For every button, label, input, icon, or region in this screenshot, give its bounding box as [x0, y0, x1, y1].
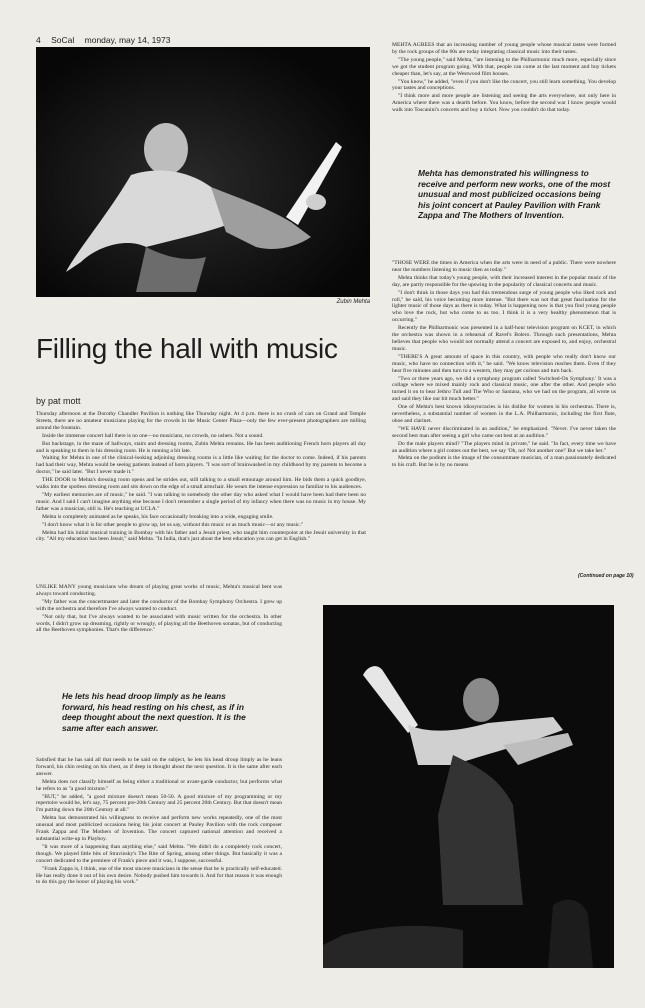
paragraph: "My father was the concertmaster and later the conductor of the Bombay Symphony Orchestra. I grew up with the orchestra and therefore I've always wanted to conduct. — [36, 598, 282, 612]
paragraph: "I don't know what it is for other people to grow up, let us say, without this music or as much music—or any music." — [42, 521, 304, 528]
left-column-bottom — [36, 757, 282, 1001]
continued-note: (Continued on page 10) — [578, 573, 634, 579]
paragraph: "You know," he added, "even if you don't like the concert, you still learn something. You develop your tastes and conceptions. — [392, 78, 616, 92]
paragraph: "WE HAVE never discriminated in an audition," he emphasized. "Never. I've never taken the second best man after seeing a girl who came out best at an audition." — [392, 425, 616, 439]
left-column-top — [36, 411, 366, 583]
paragraph: "I don't think in those days you had this tremendous surge of young people who liked rock and roll," he said, his voice becoming more intense. "But there was not that great fascination for the lighter music of those days as there is today. What is happening now is that you find young people who love the rock, but who come to us too. I think it is a very healthy phenomenon that is occurring." — [392, 289, 616, 324]
section-name: SoCal — [51, 35, 75, 45]
paragraph: Waiting for Mehta in one of the clinical-looking adjoining dressing rooms is a little like waiting for the doctor to come. Indeed, if his parents had had their way, Mehta would be seeing patients instead of horn players. "I was sort of brainwashed in my childhood by my parents to become a doctor," he said later. "But I never made it." — [36, 455, 366, 476]
paragraph: UNLIKE MANY young musicians who dream of playing great works of music, Mehta's musical bent was always toward conducting. — [36, 584, 282, 597]
issue-date: monday, may 14, 1973 — [84, 35, 171, 45]
paragraph: "My earliest memories are of music," he said. "I was talking to somebody the other day who asked what I would have been had there been no music. And I said I can't imagine anything else because I don't remember a single period of my infancy when there was no music in my house. My father was a musician, still is. He's teaching at UCLA." — [36, 491, 366, 512]
paragraph: MEHTA AGREES that an increasing number of young people whose musical tastes were formed by the rock groups of the 60s are today integrating classical music into their tastes. — [392, 42, 616, 55]
paragraph: "It was more of a happening than anything else," said Mehta. "We didn't do a completely rock concert, though. We played little bits of Stravinsky's The Rite of Spring, among other things. But basically it was a concert dedicated to the premiere of Frank's piece and it was, I suppose, successful. — [36, 843, 282, 864]
conductor-silhouette-bottom — [323, 605, 614, 968]
paragraph: Inside the immense concert hall there is no one—no musicians, no crowds, no ushers. Not a sound. — [42, 432, 264, 439]
paragraph: "Not only that, but I've always wanted to be associated with music written for the orchestra. In other words, I didn't grow up dreaming, rightly or wrongly, of playing all the Beethoven sonatas, but of conducting all the Beethoven symphonies. That's the difference." — [36, 613, 282, 634]
paragraph: Mehta has demonstrated his willingness to receive and perform new works repeatedly, one of the most unusual and most publicized occasions being his joint concert at Pauley Pavilion with the rock composer Frank Zappa and The Mothers of Invention. The concert captured national attention and received a substantial write-up in Playboy. — [36, 815, 282, 842]
paragraph: "BUT," he added, "a good mixture doesn't mean 50-50. A good mixture of my programming or my repertoire would be, let's say, 75 percent pre-20th Century and 25 percent 20th Century. But that doesn't mean I'm putting down the 20th Century at all." — [36, 793, 282, 814]
byline: by pat mott — [36, 396, 81, 406]
pullquote-right: Mehta has demonstrated his willingness to receive and perform new works, one of the most unusual and most publicized occasions being his joint concert at Pauley Pavilion with Frank Zappa and The Mothers of Invention. — [418, 168, 611, 221]
paragraph: One of Mehta's best known idiosyncracies is his dislike for women in his orchestras. There is, nevertheless, a substantial number of women in the L.A. Philharmonic, including the first flute, oboe and clarinet. — [392, 404, 616, 424]
masthead — [36, 35, 356, 45]
conductor-photo-bottom — [323, 605, 614, 968]
paragraph: Recently the Philharmonic was presented in a half-hour television program on KCET, in which the orchestra was shown in a rehearsal of Ravel's Bolero. Through such presentations, Mehta believes that people who would not normally attend a concert are exposed to, and enjoy, orchestral music. — [392, 325, 616, 352]
left-column-lower — [36, 584, 282, 672]
paragraph: Satisfied that he has said all that needs to be said on the subject, he lets his head droop limply as he leans forward, his chin resting on his chest, as if deep in thought about the next question. It is the same after each answer. — [36, 757, 282, 777]
paragraph: Mehta had his initial musical training in Bombay with his father and a Jesuit priest, who taught him counterpoint at the Jesuit university in that city. "All my education has been Jesuit," said Mehta. "In India, that's just about the best education you can get in English." — [36, 529, 366, 543]
photo-caption: Zubin Mehta — [336, 299, 370, 305]
paragraph: "I think more and more people are listening and seeing the arts everywhere, not only here in America where there was a dearth before. You know, before the second war I know people would walk into Toscanini's concerts and buy a ticket. Now you couldn't do that today. — [392, 93, 616, 114]
paragraph: Do the male players mind? "The players mind in private," he said. "In fact, every time we have an audition where a girl comes out the best, we say 'Oh, no! Not another one!' But we take her." — [392, 440, 616, 454]
right-column-bottom — [392, 260, 616, 572]
paragraph: THE DOOR to Mehta's dressing room opens and he strides out, still talking to a small entourage around him. He bids them a quick goodbye, walks into the spotless dressing room and sits down on the edge of a small armchair. He wears the intense expression so familiar to his audiences. — [36, 477, 366, 491]
paragraph: "THERE'S A great amount of space in this country, with people who really don't know our music, who have no connection with it," he said. "We know television reaches them. Even if they hear five minutes and then turn to a western, they may get curious and turn back. — [392, 353, 616, 374]
paragraph: "THOSE WERE the times in America when the arts were in need of a public. There were nowhere near the numbers listening to music then as today." — [392, 260, 616, 273]
paragraph: "Frank Zappa is, I think, one of the most sincere musicians in the sense that he is practically self-educated. He has really done it out of his own desire. Nobody pushed him towards it. And for that reason it was enough to do this guy the honor of playing his work." — [36, 865, 282, 886]
conductor-silhouette-top — [36, 47, 370, 297]
paragraph: But backstage, in the maze of hallways, stairs and dressing rooms, Zubin Mehta remains. He has been auditioning French horn players all day and is speaking to them in his dressing room. He is running a bit late. — [36, 440, 366, 454]
paragraph: "Two or three years ago, we did a symphony program called 'Switched-On Symphony.' It was a collage where we mixed mainly rock and classical music, one after the other. And people who turned it on to hear Jethro Tull and The Who or Santana, who we had on the program, all wrote us and said they like our bit much better." — [392, 375, 616, 403]
paragraph: Mehta is completely animated as he speaks, his face occasionally breaking into a wide, engaging smile. — [42, 513, 274, 520]
paragraph: Mehta thinks that today's young people, with their increased interest in the popular music of the day, are partly responsible for the upswing in the popularity of classical concerts and music. — [392, 274, 616, 288]
paragraph: Mehta on the podium is the image of the consummate musician, of a man passionately dedicated to his craft. But he is by no means — [392, 455, 616, 469]
paragraph: "The young people," said Mehta, "are listening to the Philharmonic much more, especially since we got the student program going. With that, people can come at the last moment and buy tickets cheaper than, let's say, at the Westwood film houses. — [392, 56, 616, 77]
article-headline: Filling the hall with music — [36, 333, 338, 364]
right-column-top — [392, 42, 616, 156]
paragraph: Mehta does not classify himself as being either a traditional or avant-garde conductor, but performs what he refers to as "a good mixture." — [36, 778, 282, 792]
paragraph: Thursday afternoon at the Dorothy Chandler Pavilion is nothing like Thursday night. At 4 p.m. there is no crush of cars on Grand and Temple Streets, there are no amateur musicians playing for the crowds in the Music Center Plaza—only the few ever-present photographers are milling around the fountain. — [36, 411, 366, 431]
conductor-photo-top — [36, 47, 370, 297]
page-number: 4 — [36, 35, 41, 45]
pullquote-left: He lets his head droop limply as he leans forward, his head resting on his chest, as if in deep thought about the next question. It is the same after each answer. — [62, 691, 246, 733]
